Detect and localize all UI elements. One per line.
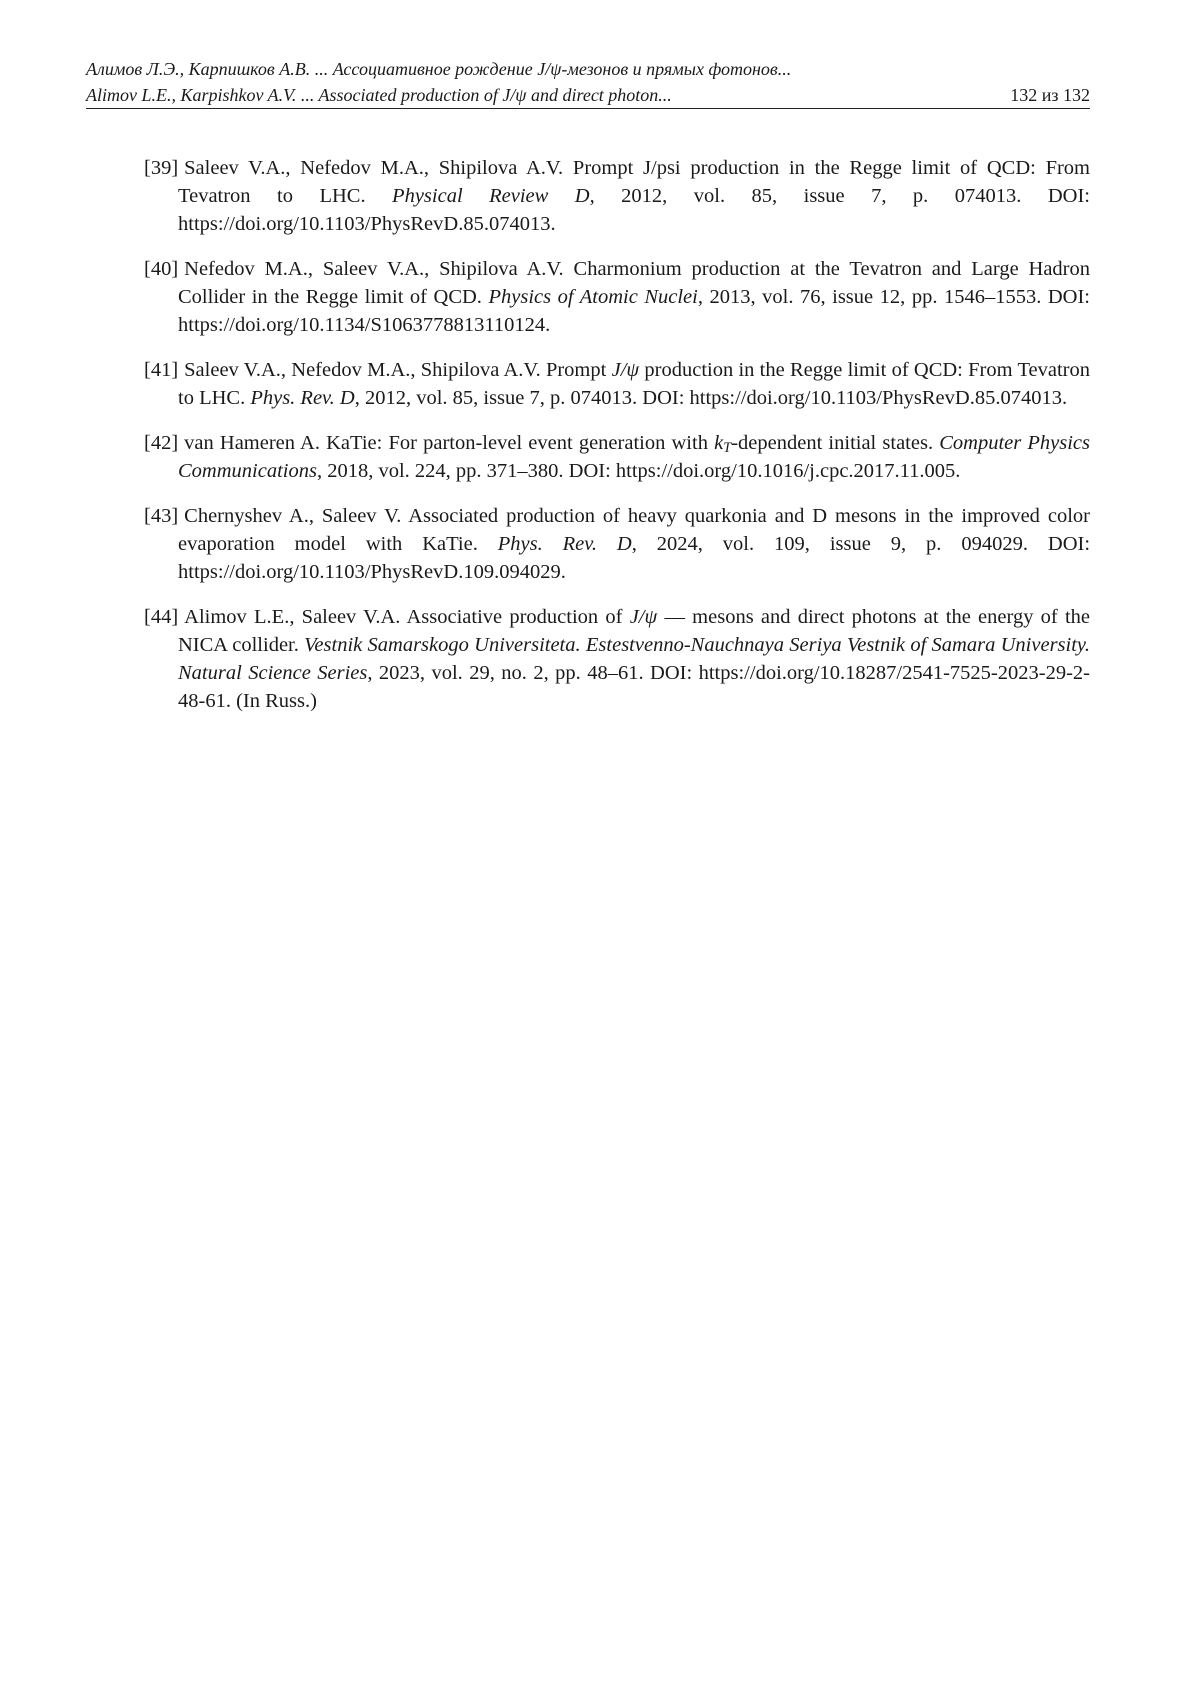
reference-44 bbox=[144, 603, 1090, 715]
reference-number: [42] bbox=[144, 432, 179, 454]
reference-authors-post: — mesons and direct photons at the energy of the NICA collider. bbox=[178, 606, 1091, 656]
reference-authors-post: production in the Regge limit of QCD: From Tevatron to LHC. bbox=[178, 359, 1091, 409]
reference-authors-title: Nefedov M.A., Saleev V.A., Shipilova A.V. Charmonium production at the Tevatron and Large Hadron Collider in the Regge limit of QCD. bbox=[178, 258, 1090, 308]
header-title-en: Alimov L.E., Karpishkov A.V. ... Associated production of J/ψ and direct photon... bbox=[86, 85, 672, 105]
reference-authors-post: -dependent initial states. bbox=[731, 432, 934, 454]
reference-authors-pre: van Hameren A. KaTie: For parton-level event generation with bbox=[184, 432, 708, 454]
reference-authors-pre: Saleev V.A., Nefedov M.A., Shipilova A.V. Prompt bbox=[184, 359, 607, 381]
reference-venue: Phys. Rev. D bbox=[250, 387, 355, 409]
reference-list bbox=[144, 154, 1090, 732]
header-title-ru: Алимов Л.Э., Карпишков А.В. ... Ассоциативное рождение J/ψ-мезонов и прямых фотонов... bbox=[86, 59, 792, 79]
reference-details: , 2018, vol. 224, pp. 371–380. DOI: https://doi.org/10.1016/j.cpc.2017.11.005. bbox=[316, 460, 961, 482]
header-line-en-row bbox=[86, 82, 1090, 108]
reference-details: , 2012, vol. 85, issue 7, p. 074013. DOI: https://doi.org/10.1103/PhysRevD.85.074013. bbox=[178, 185, 1090, 235]
math-kt-base: k bbox=[714, 432, 724, 454]
reference-details: , 2013, vol. 76, issue 12, pp. 1546–1553. DOI: https://doi.org/10.1134/S1063778813110124. bbox=[178, 286, 1091, 336]
reference-authors-pre: Alimov L.E., Saleev V.A. Associative production of bbox=[184, 606, 623, 628]
reference-venue: Computer Physics Communications bbox=[178, 432, 1091, 482]
reference-details: , 2024, vol. 109, issue 9, p. 094029. DOI: https://doi.org/10.1103/PhysRevD.109.094029. bbox=[178, 533, 1091, 583]
reference-venue: Physics of Atomic Nuclei bbox=[488, 286, 698, 308]
reference-40 bbox=[144, 255, 1090, 339]
reference-number: [40] bbox=[144, 258, 179, 280]
reference-42 bbox=[144, 429, 1090, 485]
math-kt-subscript: T bbox=[723, 440, 732, 456]
reference-venue: Vestnik Samarskogo Universiteta. Estestvenno-Nauchnaya Seriya Vestnik of Samara University. Natural Science Series bbox=[178, 634, 1091, 684]
reference-details: , 2023, vol. 29, no. 2, pp. 48–61. DOI: https://doi.org/10.18287/2541-7525-2023-29-2-48-61. (In Russ.) bbox=[178, 662, 1090, 712]
page-number: 132 из 132 bbox=[1010, 85, 1090, 105]
reference-venue: Physical Review D bbox=[392, 185, 590, 207]
reference-authors-title: Chernyshev A., Saleev V. Associated production of heavy quarkonia and D mesons in the improved color evaporation model with KaTie. bbox=[178, 505, 1090, 555]
reference-41 bbox=[144, 356, 1090, 412]
reference-venue: Phys. Rev. D bbox=[497, 533, 632, 555]
reference-number: [44] bbox=[144, 606, 179, 628]
math-jpsi: J/ψ bbox=[629, 606, 658, 628]
reference-39 bbox=[144, 154, 1090, 238]
reference-43 bbox=[144, 502, 1090, 586]
math-kt bbox=[714, 432, 731, 454]
reference-number: [41] bbox=[144, 359, 179, 381]
reference-number: [43] bbox=[144, 505, 179, 527]
header-divider bbox=[86, 108, 1090, 109]
reference-number: [39] bbox=[144, 157, 179, 179]
math-jpsi: J/ψ bbox=[611, 359, 640, 381]
running-header bbox=[86, 56, 1090, 108]
reference-details: , 2012, vol. 85, issue 7, p. 074013. DOI: https://doi.org/10.1103/PhysRevD.85.074013. bbox=[354, 387, 1068, 409]
reference-authors-title: Saleev V.A., Nefedov M.A., Shipilova A.V. Prompt J/psi production in the Regge limit of QCD: From Tevatron to LHC. bbox=[178, 157, 1090, 207]
